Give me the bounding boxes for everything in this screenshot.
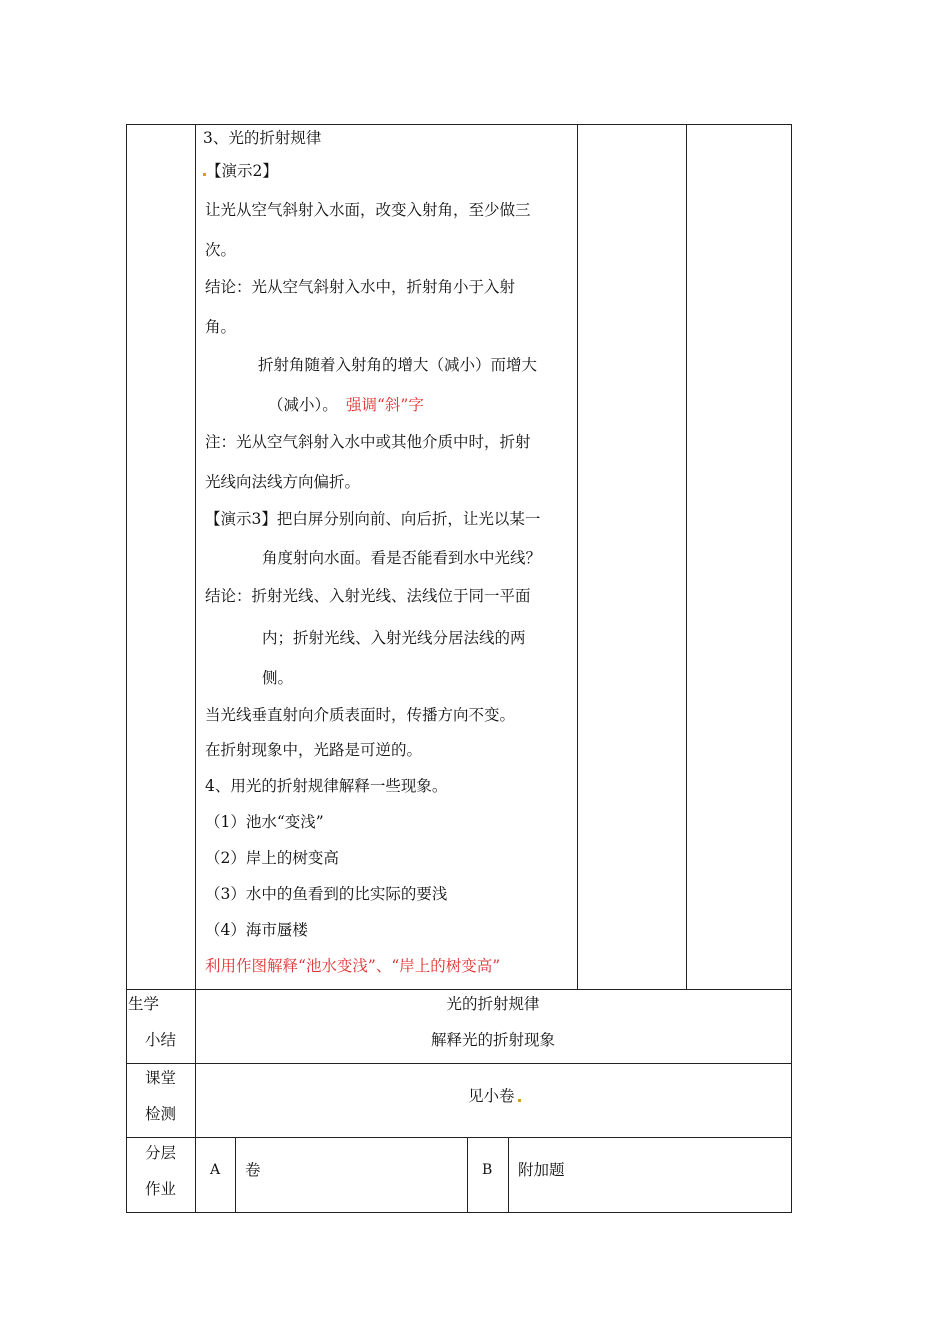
conclusion2-1: 折射角随着入射角的增大（减小）而增大: [258, 356, 538, 374]
col-divider-b-label: [467, 1137, 468, 1212]
homework-label-2: 作业: [145, 1180, 177, 1198]
summary-label-1: 生学: [128, 995, 160, 1013]
note-1: 注：光从空气斜射入水中或其他介质中时，折射: [205, 433, 531, 451]
homework-a-label: A: [210, 1162, 221, 1178]
row-divider-summary: [126, 989, 792, 990]
homework-a-text: 卷: [245, 1161, 261, 1179]
border-top: [126, 124, 792, 125]
explain-red: 利用作图解释“池水变浅”、“岸上的树变高”: [205, 957, 501, 975]
perpendicular-text: 当光线垂直射向介质表面时，传播方向不变。: [205, 706, 516, 724]
border-left: [126, 124, 127, 1213]
item-2: （2）岸上的树变高: [205, 849, 339, 867]
col-divider-extra: [686, 124, 687, 989]
homework-b-label: B: [482, 1162, 493, 1178]
item-4: （4）海市蜃楼: [205, 921, 308, 939]
section3-title: 3、光的折射规律: [203, 129, 322, 147]
homework-b-text: 附加题: [518, 1161, 565, 1179]
border-bottom: [126, 1212, 792, 1213]
col-divider-content: [577, 124, 578, 989]
summary-line-2: 解释光的折射现象: [430, 1031, 555, 1049]
conclusion2-2a: （减小）。: [268, 396, 338, 414]
conclusion3-2: 内；折射光线、入射光线分居法线的两: [262, 629, 526, 647]
marker-dot: [518, 1099, 521, 1102]
border-right: [791, 124, 792, 1213]
col-divider-b: [508, 1137, 509, 1212]
demo2-label: 【演示2】: [206, 162, 278, 180]
col-divider-a: [235, 1137, 236, 1212]
emphasis-note: 强调“斜”字: [346, 396, 424, 414]
summary-label-2: 小结: [145, 1031, 177, 1049]
note-2: 光线向法线方向偏折。: [205, 473, 361, 491]
item-1: （1）池水“变浅”: [205, 813, 324, 831]
check-label-1: 课堂: [145, 1069, 177, 1087]
conclusion1-2: 角。: [205, 318, 237, 336]
check-label-2: 检测: [145, 1105, 177, 1123]
reversible-text: 在折射现象中，光路是可逆的。: [205, 741, 423, 759]
demo2-text-2: 次。: [205, 241, 237, 259]
demo2-text-1: 让光从空气斜射入水面，改变入射角，至少做三: [205, 201, 531, 219]
summary-line-1: 光的折射规律: [446, 995, 540, 1013]
homework-label-1: 分层: [145, 1144, 177, 1162]
conclusion1-1: 结论：光从空气斜射入水中，折射角小于入射: [205, 278, 516, 296]
demo3-1: 【演示3】把白屏分别向前、向后折，让光以某一: [205, 510, 541, 528]
demo3-2: 角度射向水面。看是否能看到水中光线？: [262, 549, 542, 567]
section4-title: 4、用光的折射规律解释一些现象。: [205, 777, 448, 795]
check-text: 见小卷: [468, 1087, 515, 1105]
row-divider-check: [126, 1063, 792, 1064]
row-divider-homework: [126, 1137, 792, 1138]
conclusion3-3: 侧。: [262, 669, 294, 687]
conclusion3-1: 结论：折射光线、入射光线、法线位于同一平面: [205, 587, 531, 605]
item-3: （3）水中的鱼看到的比实际的要浅: [205, 885, 448, 903]
